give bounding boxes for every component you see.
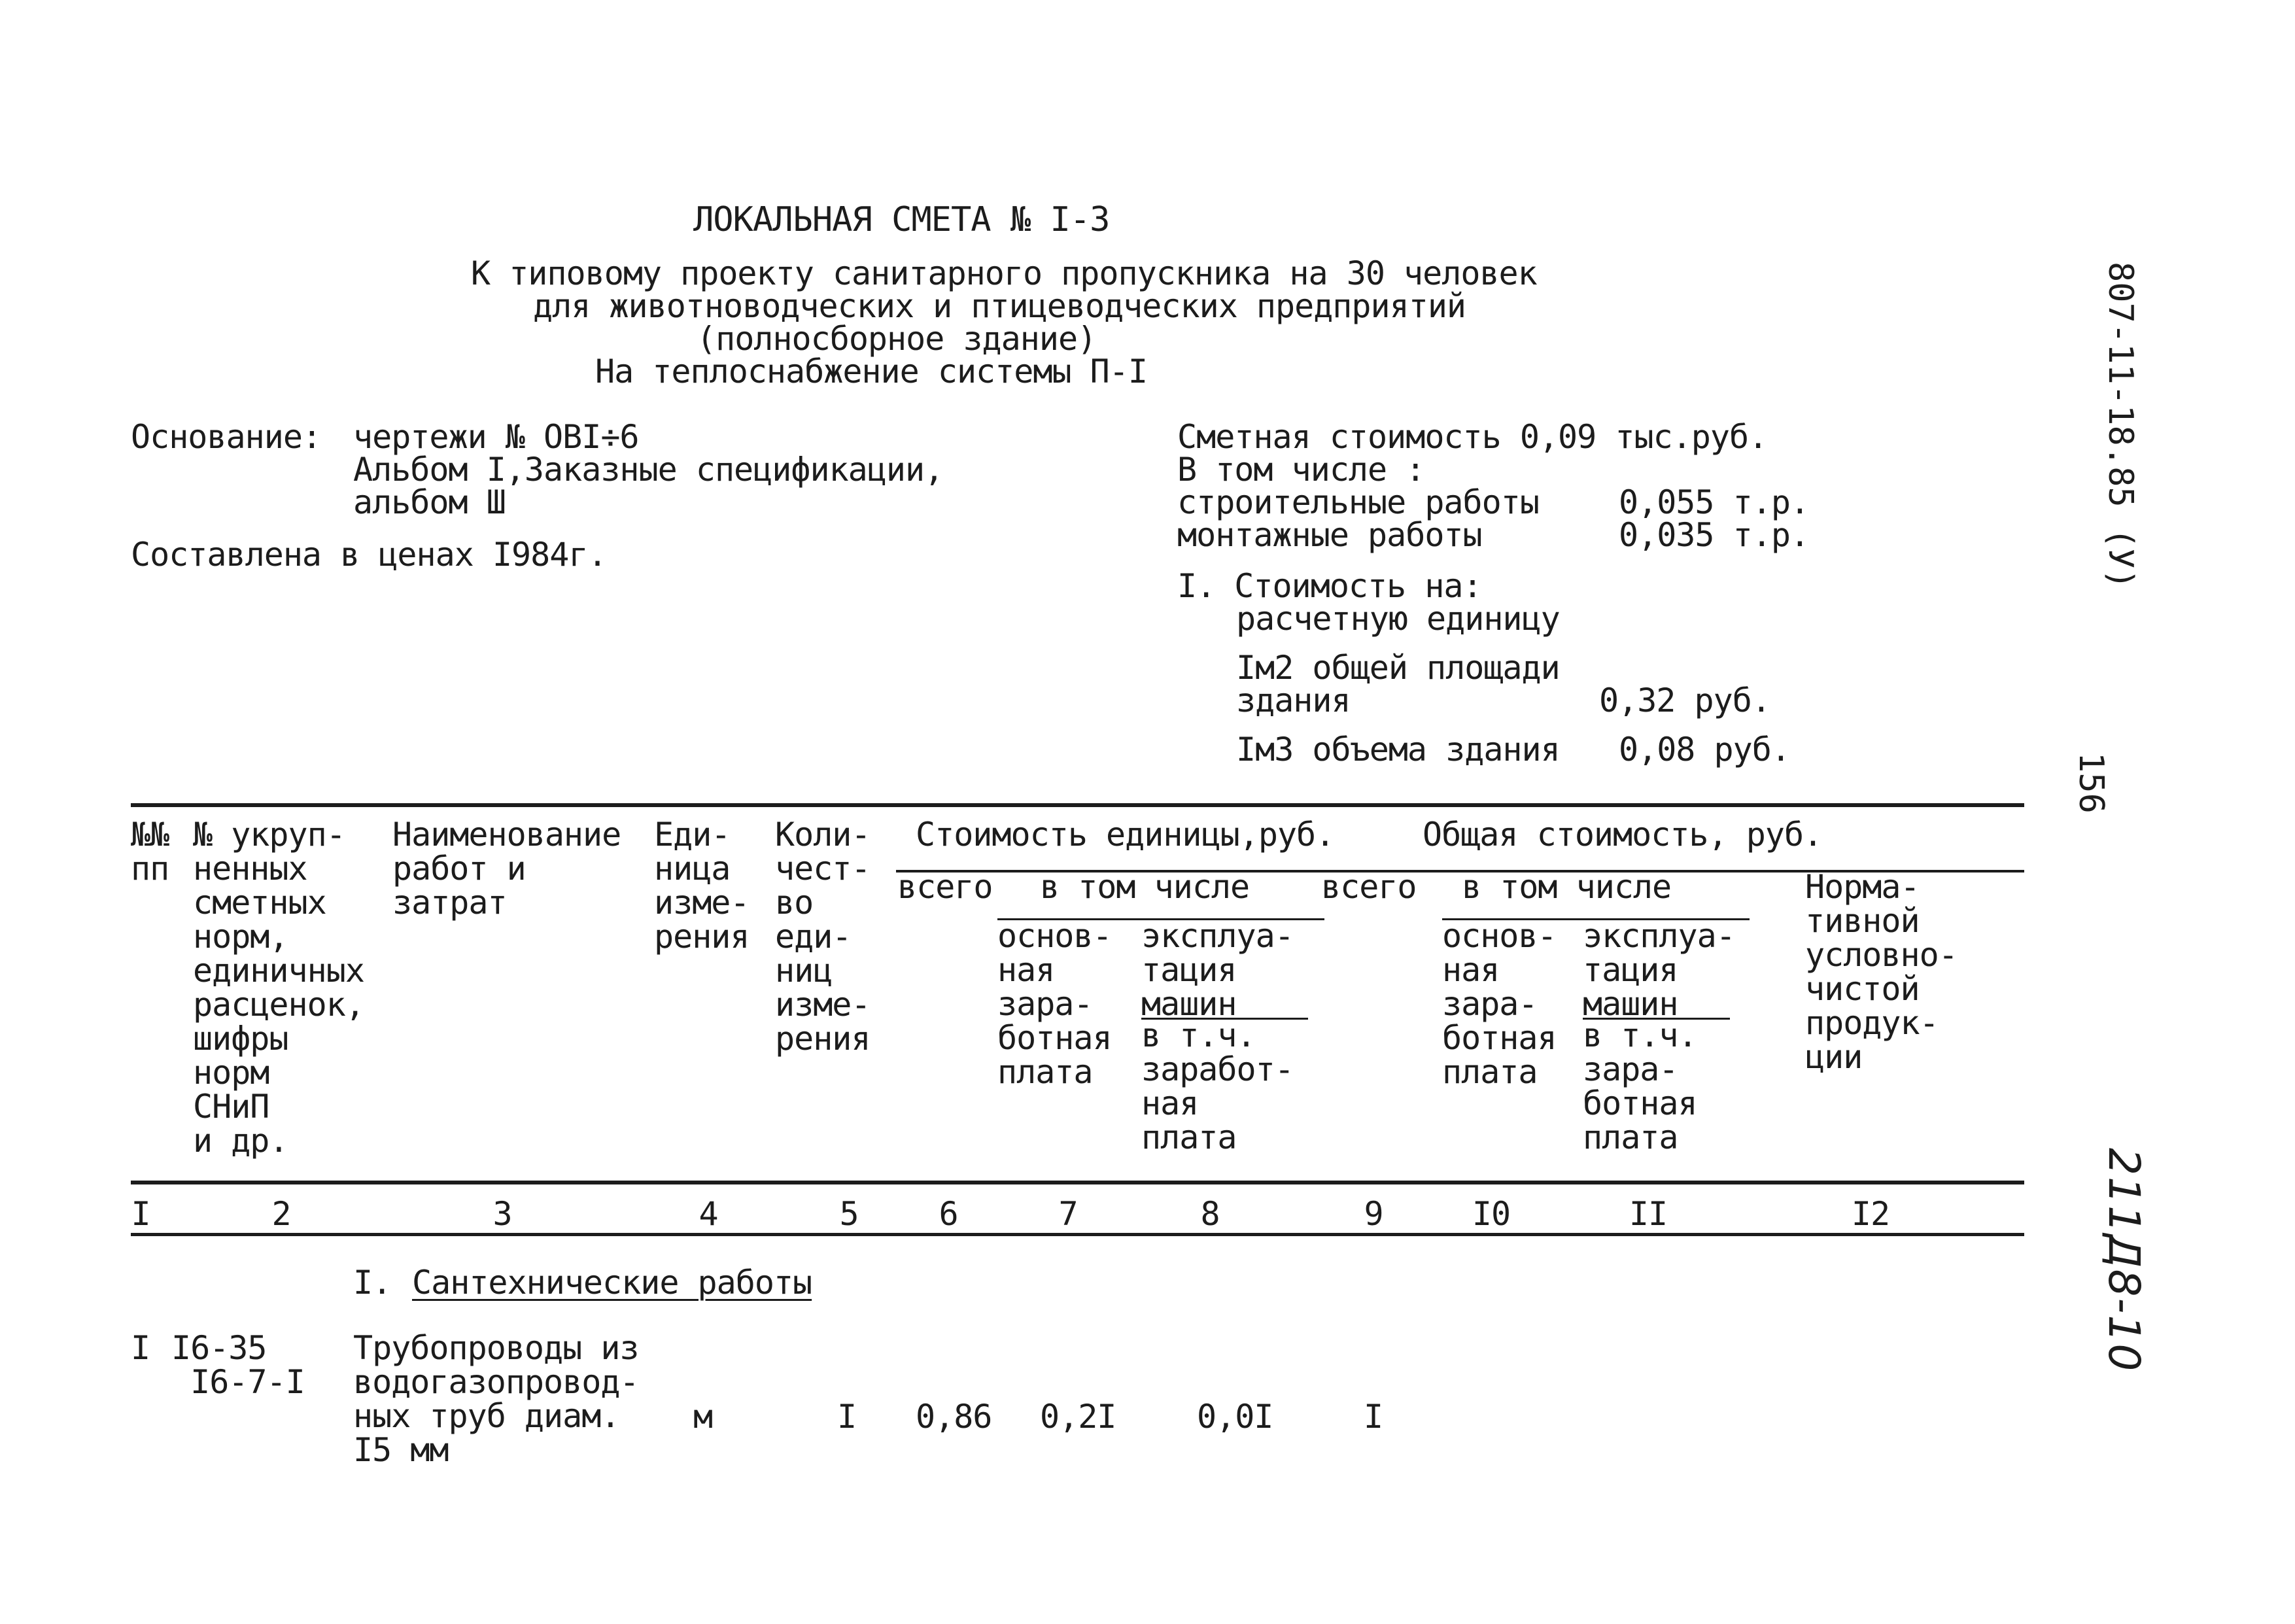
basis-album-3: альбом Ш (353, 483, 506, 521)
column-number-2: 2 (271, 1195, 291, 1233)
per-m2-label-1: Iм2 общей площади (1236, 649, 1560, 687)
column-number-8: 8 (1200, 1195, 1220, 1233)
column-number-4: 4 (699, 1195, 718, 1233)
column-number-9: 9 (1364, 1195, 1383, 1233)
including-label: В том числе : (1177, 451, 1425, 489)
document-subtitle-line2: для животноводческих и птицеводческих предприятий (533, 287, 1466, 325)
header-unit-cost: Стоимость единицы,руб. (916, 816, 1335, 854)
per-m2-value: 0,32 руб. (1599, 682, 1770, 719)
header-col-number: №№ пп (131, 816, 169, 888)
header-col-norm-code: № укруп- ненных сметных норм, единичных расценок, шифры норм СНиП и др. (193, 816, 364, 1160)
per-unit-label: расчетную единицу (1236, 600, 1560, 638)
construction-label: строительные работы (1177, 483, 1539, 521)
header-unit-base-salary: основ- ная зара- ботная плата (997, 917, 1112, 1091)
row-unit-machines: 0,0I (1197, 1398, 1273, 1436)
section-number: I. (353, 1264, 392, 1302)
row-unit-total: 0,86 (916, 1398, 992, 1436)
column-number-7: 7 (1058, 1195, 1078, 1233)
side-page-number: 156 (2071, 752, 2111, 814)
row-work-name: Трубопроводы из водогазопровод- ных труб диам. I5 мм (353, 1329, 639, 1469)
estimated-cost: Сметная стоимость 0,09 тыс.руб. (1177, 418, 1768, 456)
header-unit-machines-salary: в т.ч. заработ- ная плата (1141, 1016, 1294, 1156)
header-col-net-production: Норма- тивной условно- чистой продук- ции (1805, 868, 1958, 1076)
header-col-unit: Еди- ница изме- рения (654, 816, 750, 956)
per-m3-label: Iм3 объема здания (1236, 731, 1560, 769)
per-m2-label-2: здания (1236, 682, 1351, 719)
column-numbers-top-rule (131, 1181, 2024, 1184)
column-number-10: I0 (1472, 1195, 1511, 1233)
installation-value: 0,035 т.р. (1619, 516, 1810, 554)
header-total-machines-salary: в т.ч. зара- ботная плата (1583, 1016, 1697, 1156)
side-document-code: 807-11-18.85 (У) (2101, 262, 2140, 589)
document-subtitle-line4: На теплоснабжение системы П-I (595, 353, 1147, 390)
document-subtitle-line1: К типовому проекту санитарного пропускника на 30 человек (471, 254, 1537, 292)
document-subtitle-line3: (полносборное здание) (697, 320, 1097, 358)
column-numbers-bottom-rule (131, 1233, 2024, 1236)
header-col-quantity: Коли- чест- во еди- ниц изме- рения (775, 816, 871, 1058)
column-number-11: II (1629, 1195, 1668, 1233)
header-total-machines: эксплуа- тация машин (1583, 917, 1735, 1023)
prices-basis: Составлена в ценах I984г. (131, 536, 607, 574)
table-top-rule (131, 803, 2024, 807)
header-total-cost: Общая стоимость, руб. (1423, 816, 1823, 854)
basis-drawings: чертежи № ОВI÷6 (353, 418, 639, 456)
header-total-incl: в том числе (1462, 868, 1672, 906)
column-number-3: 3 (492, 1195, 512, 1233)
installation-label: монтажные работы (1177, 516, 1482, 554)
header-total-base-salary: основ- ная зара- ботная плата (1442, 917, 1557, 1091)
basis-album: Альбом I,Заказные спецификации, (353, 451, 944, 489)
column-number-5: 5 (839, 1195, 859, 1233)
section-title: Сантехнические работы (412, 1264, 812, 1302)
basis-label: Основание: (131, 418, 322, 456)
row-quantity: I (837, 1398, 857, 1436)
header-total-total: всего (1321, 868, 1417, 906)
row-total-total: I (1364, 1398, 1383, 1436)
column-number-6: 6 (939, 1195, 958, 1233)
header-unit-total: всего (897, 868, 993, 906)
header-unit-machines: эксплуа- тация машин (1141, 917, 1294, 1023)
per-m3-value: 0,08 руб. (1619, 731, 1790, 769)
row-norm-code: I6-35 I6-7-I (171, 1329, 305, 1401)
construction-value: 0,055 т.р. (1619, 483, 1810, 521)
header-unit-incl: в том числе (1040, 868, 1250, 906)
document-title: ЛОКАЛЬНАЯ СМЕТА № I-3 (693, 200, 1110, 239)
per-unit-heading: I. Стоимость на: (1177, 567, 1482, 605)
column-number-12: I2 (1851, 1195, 1890, 1233)
row-number: I (131, 1329, 150, 1367)
column-number-1: I (131, 1195, 150, 1233)
side-handwritten-code: 211Д8-10 (2099, 1148, 2149, 1373)
row-unit: м (693, 1398, 713, 1436)
row-unit-salary: 0,2I (1040, 1398, 1116, 1436)
header-col-name: Наименование работ и затрат (392, 816, 621, 922)
